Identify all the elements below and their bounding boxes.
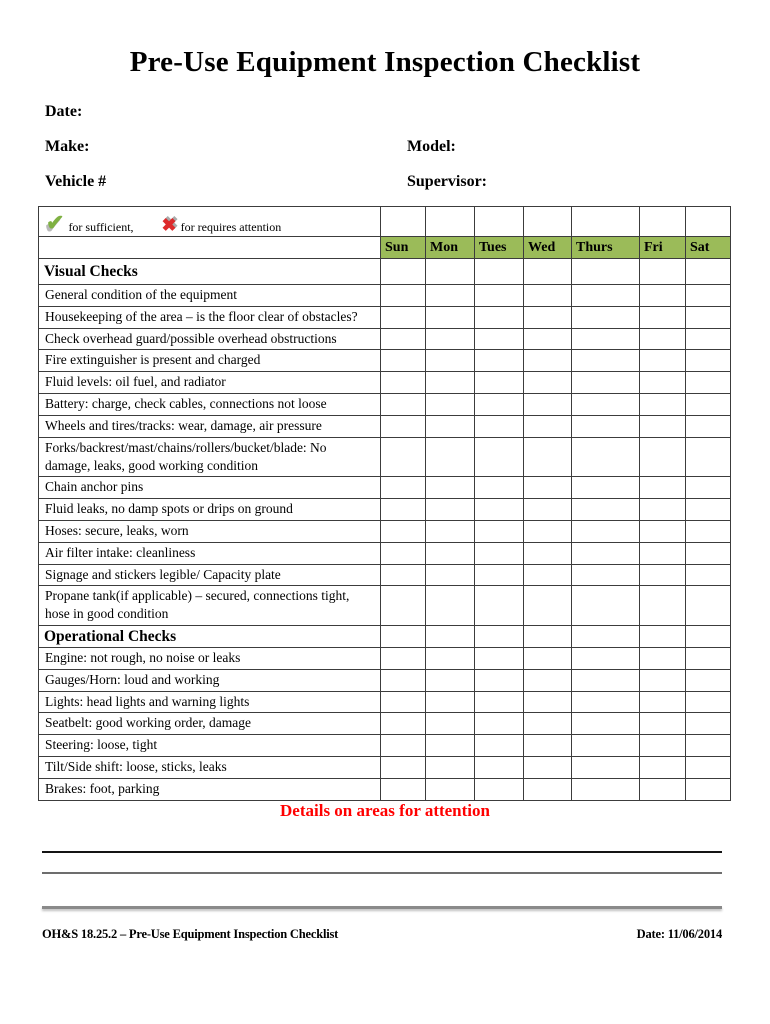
check-cell-sun[interactable] [381,437,426,477]
section-row [39,259,731,285]
checklist-row [39,520,731,542]
checklist-item-label: Brakes: foot, parking [39,778,381,800]
check-cell-sat[interactable] [686,626,731,648]
check-cell-tues[interactable] [475,520,524,542]
check-cell-tues[interactable] [475,564,524,586]
checklist-item-label: Fire extinguisher is present and charged [39,350,381,372]
check-cell-tues[interactable] [475,691,524,713]
check-cell-wed[interactable] [524,477,572,499]
checklist-item-label: Forks/backrest/mast/chains/rollers/bucket/blade: No damage, leaks, good working condition [39,437,381,477]
legend-row [39,207,731,237]
day-header-fri: Fri [640,237,686,259]
section-label: Operational Checks [39,626,381,648]
check-cell-fri[interactable] [640,328,686,350]
check-cell-fri[interactable] [640,757,686,779]
check-cell-tues[interactable] [475,415,524,437]
make-field-label: Make: [45,138,90,155]
check-cell-mon[interactable] [426,586,475,626]
check-cell-thurs[interactable] [572,285,640,307]
checklist-row [39,285,731,307]
check-cell-wed[interactable] [524,394,572,416]
checklist-row [39,415,731,437]
check-cell-sun[interactable] [381,415,426,437]
checklist-item-label: Hoses: secure, leaks, worn [39,520,381,542]
check-cell-wed[interactable] [524,669,572,691]
check-cell-sat[interactable] [686,499,731,521]
check-cell-sun[interactable] [381,259,426,285]
checklist-item-label: Air filter intake: cleanliness [39,542,381,564]
checklist-item-label: Tilt/Side shift: loose, sticks, leaks [39,757,381,779]
check-cell-sun[interactable] [381,328,426,350]
check-cell-thurs[interactable] [572,669,640,691]
check-cell-mon[interactable] [426,306,475,328]
legend-empty-cell [686,207,731,237]
check-cell-fri[interactable] [640,306,686,328]
check-cell-sun[interactable] [381,735,426,757]
check-cell-fri[interactable] [640,713,686,735]
check-cell-mon[interactable] [426,713,475,735]
check-cell-fri[interactable] [640,372,686,394]
check-cell-tues[interactable] [475,542,524,564]
check-cell-thurs[interactable] [572,626,640,648]
checklist-item-label: Chain anchor pins [39,477,381,499]
check-cell-thurs[interactable] [572,778,640,800]
check-cell-sun[interactable] [381,350,426,372]
check-cell-sun[interactable] [381,626,426,648]
check-cell-mon[interactable] [426,757,475,779]
day-header-row [39,237,731,259]
checklist-row [39,735,731,757]
checklist-item-label: Gauges/Horn: loud and working [39,669,381,691]
check-cell-sat[interactable] [686,350,731,372]
check-cell-sat[interactable] [686,669,731,691]
legend-empty-cell [475,207,524,237]
day-header-mon: Mon [426,237,475,259]
check-cell-wed[interactable] [524,778,572,800]
check-cell-sun[interactable] [381,713,426,735]
check-cell-sun[interactable] [381,372,426,394]
details-write-line-2[interactable] [42,872,722,874]
check-cell-thurs[interactable] [572,564,640,586]
check-cell-tues[interactable] [475,735,524,757]
footer-document-id: OH&S 18.25.2 – Pre-Use Equipment Inspection Checklist [42,927,339,941]
check-cell-wed[interactable] [524,437,572,477]
x-icon: ✖ [161,215,177,235]
check-cell-fri[interactable] [640,586,686,626]
check-cell-fri[interactable] [640,648,686,670]
legend-empty-cell [640,207,686,237]
check-cell-fri[interactable] [640,415,686,437]
check-cell-sun[interactable] [381,757,426,779]
legend-attention-text: for requires attention [180,220,282,234]
check-cell-thurs[interactable] [572,520,640,542]
check-cell-mon[interactable] [426,372,475,394]
check-cell-mon[interactable] [426,394,475,416]
check-cell-sun[interactable] [381,394,426,416]
check-cell-thurs[interactable] [572,415,640,437]
details-write-line-1[interactable] [42,851,722,853]
check-cell-sun[interactable] [381,564,426,586]
check-cell-mon[interactable] [426,669,475,691]
inspection-table [38,206,731,801]
check-cell-tues[interactable] [475,648,524,670]
check-cell-mon[interactable] [426,259,475,285]
check-cell-tues[interactable] [475,259,524,285]
check-cell-tues[interactable] [475,372,524,394]
check-cell-tues[interactable] [475,778,524,800]
check-cell-thurs[interactable] [572,542,640,564]
check-cell-wed[interactable] [524,542,572,564]
check-cell-fri[interactable] [640,350,686,372]
check-cell-thurs[interactable] [572,259,640,285]
checklist-row [39,691,731,713]
check-cell-sat[interactable] [686,778,731,800]
checklist-item-label: Battery: charge, check cables, connections not loose [39,394,381,416]
vehicle-number-field-label: Vehicle # [45,173,107,190]
check-cell-sun[interactable] [381,586,426,626]
check-cell-mon[interactable] [426,499,475,521]
checklist-row [39,648,731,670]
check-cell-sat[interactable] [686,757,731,779]
check-cell-fri[interactable] [640,542,686,564]
page-title: Pre-Use Equipment Inspection Checklist [129,46,641,78]
check-cell-mon[interactable] [426,542,475,564]
check-cell-fri[interactable] [640,285,686,307]
day-header-thurs: Thurs [572,237,640,259]
check-cell-wed[interactable] [524,648,572,670]
check-cell-tues[interactable] [475,437,524,477]
check-cell-tues[interactable] [475,757,524,779]
checklist-row [39,328,731,350]
check-cell-wed[interactable] [524,285,572,307]
checklist-row [39,757,731,779]
checklist-item-label: Fluid leaks, no damp spots or drips on ground [39,499,381,521]
day-header-spacer-cell [39,237,381,259]
check-cell-mon[interactable] [426,350,475,372]
check-cell-wed[interactable] [524,372,572,394]
check-cell-thurs[interactable] [572,648,640,670]
check-cell-fri[interactable] [640,259,686,285]
checklist-row [39,564,731,586]
check-cell-fri[interactable] [640,520,686,542]
check-cell-mon[interactable] [426,520,475,542]
check-cell-sun[interactable] [381,542,426,564]
check-cell-fri[interactable] [640,691,686,713]
check-cell-tues[interactable] [475,306,524,328]
section-label: Visual Checks [39,259,381,285]
checklist-item-label: Signage and stickers legible/ Capacity plate [39,564,381,586]
check-cell-sat[interactable] [686,259,731,285]
check-cell-sun[interactable] [381,285,426,307]
check-cell-tues[interactable] [475,285,524,307]
legend-empty-cell [426,207,475,237]
check-cell-thurs[interactable] [572,477,640,499]
check-cell-fri[interactable] [640,626,686,648]
checklist-item-label: Steering: loose, tight [39,735,381,757]
check-cell-mon[interactable] [426,691,475,713]
check-cell-thurs[interactable] [572,306,640,328]
check-cell-thurs[interactable] [572,757,640,779]
check-cell-mon[interactable] [426,328,475,350]
check-cell-wed[interactable] [524,713,572,735]
check-cell-thurs[interactable] [572,350,640,372]
check-cell-tues[interactable] [475,328,524,350]
check-cell-wed[interactable] [524,306,572,328]
day-header-sun: Sun [381,237,426,259]
check-cell-sun[interactable] [381,778,426,800]
legend-empty-cell [524,207,572,237]
check-cell-thurs[interactable] [572,437,640,477]
check-cell-fri[interactable] [640,669,686,691]
check-cell-wed[interactable] [524,415,572,437]
check-cell-mon[interactable] [426,285,475,307]
checklist-item-label: Wheels and tires/tracks: wear, damage, air pressure [39,415,381,437]
check-cell-wed[interactable] [524,520,572,542]
check-cell-sat[interactable] [686,415,731,437]
check-cell-fri[interactable] [640,394,686,416]
check-cell-sat[interactable] [686,542,731,564]
check-cell-tues[interactable] [475,669,524,691]
check-cell-sun[interactable] [381,520,426,542]
check-cell-thurs[interactable] [572,372,640,394]
check-cell-fri[interactable] [640,437,686,477]
check-cell-tues[interactable] [475,586,524,626]
check-cell-mon[interactable] [426,477,475,499]
check-cell-sun[interactable] [381,669,426,691]
legend-empty-cell [572,207,640,237]
check-cell-wed[interactable] [524,757,572,779]
check-cell-mon[interactable] [426,648,475,670]
check-cell-wed[interactable] [524,259,572,285]
check-cell-wed[interactable] [524,328,572,350]
check-cell-wed[interactable] [524,499,572,521]
check-cell-sat[interactable] [686,437,731,477]
supervisor-field-label: Supervisor: [407,173,487,190]
check-cell-thurs[interactable] [572,713,640,735]
checklist-row [39,394,731,416]
check-cell-sat[interactable] [686,328,731,350]
check-cell-thurs[interactable] [572,586,640,626]
check-cell-tues[interactable] [475,626,524,648]
check-cell-tues[interactable] [475,350,524,372]
checklist-item-label: Check overhead guard/possible overhead obstructions [39,328,381,350]
day-header-tues: Tues [475,237,524,259]
check-cell-fri[interactable] [640,477,686,499]
checklist-item-label: Fluid levels: oil fuel, and radiator [39,372,381,394]
legend-empty-cell [381,207,426,237]
checklist-item-label: General condition of the equipment [39,285,381,307]
footer-date: Date: 11/06/2014 [636,927,722,941]
check-cell-sun[interactable] [381,648,426,670]
check-cell-mon[interactable] [426,437,475,477]
check-cell-sat[interactable] [686,477,731,499]
check-cell-wed[interactable] [524,564,572,586]
check-cell-mon[interactable] [426,778,475,800]
day-header-sat: Sat [686,237,731,259]
check-cell-tues[interactable] [475,394,524,416]
check-cell-wed[interactable] [524,735,572,757]
day-header-wed: Wed [524,237,572,259]
legend-cell [39,207,381,237]
checklist-row [39,437,731,477]
checklist-row [39,778,731,800]
check-cell-sun[interactable] [381,691,426,713]
section-row [39,626,731,648]
model-field-label: Model: [407,138,456,155]
check-cell-sun[interactable] [381,306,426,328]
check-cell-sat[interactable] [686,564,731,586]
check-cell-wed[interactable] [524,350,572,372]
check-cell-thurs[interactable] [572,499,640,521]
check-cell-mon[interactable] [426,626,475,648]
check-cell-sun[interactable] [381,499,426,521]
check-cell-wed[interactable] [524,691,572,713]
check-cell-sat[interactable] [686,285,731,307]
check-cell-thurs[interactable] [572,328,640,350]
check-cell-mon[interactable] [426,735,475,757]
check-icon: ✔ [46,210,65,235]
checklist-item-label: Housekeeping of the area – is the floor clear of obstacles? [39,306,381,328]
check-cell-tues[interactable] [475,499,524,521]
check-cell-thurs[interactable] [572,691,640,713]
check-cell-sat[interactable] [686,735,731,757]
checklist-item-label: Seatbelt: good working order, damage [39,713,381,735]
check-cell-mon[interactable] [426,564,475,586]
check-cell-sat[interactable] [686,586,731,626]
checklist-row [39,669,731,691]
details-write-line-3[interactable] [42,906,722,909]
check-cell-sat[interactable] [686,691,731,713]
checklist-item-label: Lights: head lights and warning lights [39,691,381,713]
checklist-row [39,372,731,394]
check-cell-thurs[interactable] [572,735,640,757]
check-cell-sat[interactable] [686,306,731,328]
date-field-label: Date: [45,103,83,120]
checklist-item-label: Engine: not rough, no noise or leaks [39,648,381,670]
check-cell-sat[interactable] [686,520,731,542]
checklist-row [39,499,731,521]
check-cell-fri[interactable] [640,564,686,586]
check-cell-sat[interactable] [686,713,731,735]
checklist-row [39,306,731,328]
check-cell-fri[interactable] [640,735,686,757]
checklist-row [39,713,731,735]
check-cell-wed[interactable] [524,626,572,648]
checklist-row [39,542,731,564]
check-cell-sat[interactable] [686,394,731,416]
check-cell-sat[interactable] [686,648,731,670]
checklist-row [39,586,731,626]
checklist-item-label: Propane tank(if applicable) – secured, connections tight, hose in good condition [39,586,381,626]
check-cell-thurs[interactable] [572,394,640,416]
check-cell-sun[interactable] [381,477,426,499]
check-cell-fri[interactable] [640,778,686,800]
page-footer [42,927,722,942]
check-cell-wed[interactable] [524,586,572,626]
checklist-row [39,477,731,499]
check-cell-tues[interactable] [475,713,524,735]
legend-sufficient-text: for sufficient, [68,220,134,234]
check-cell-sat[interactable] [686,372,731,394]
details-heading: Details on areas for attention [280,801,490,820]
check-cell-tues[interactable] [475,477,524,499]
check-cell-mon[interactable] [426,415,475,437]
check-cell-fri[interactable] [640,499,686,521]
checklist-row [39,350,731,372]
